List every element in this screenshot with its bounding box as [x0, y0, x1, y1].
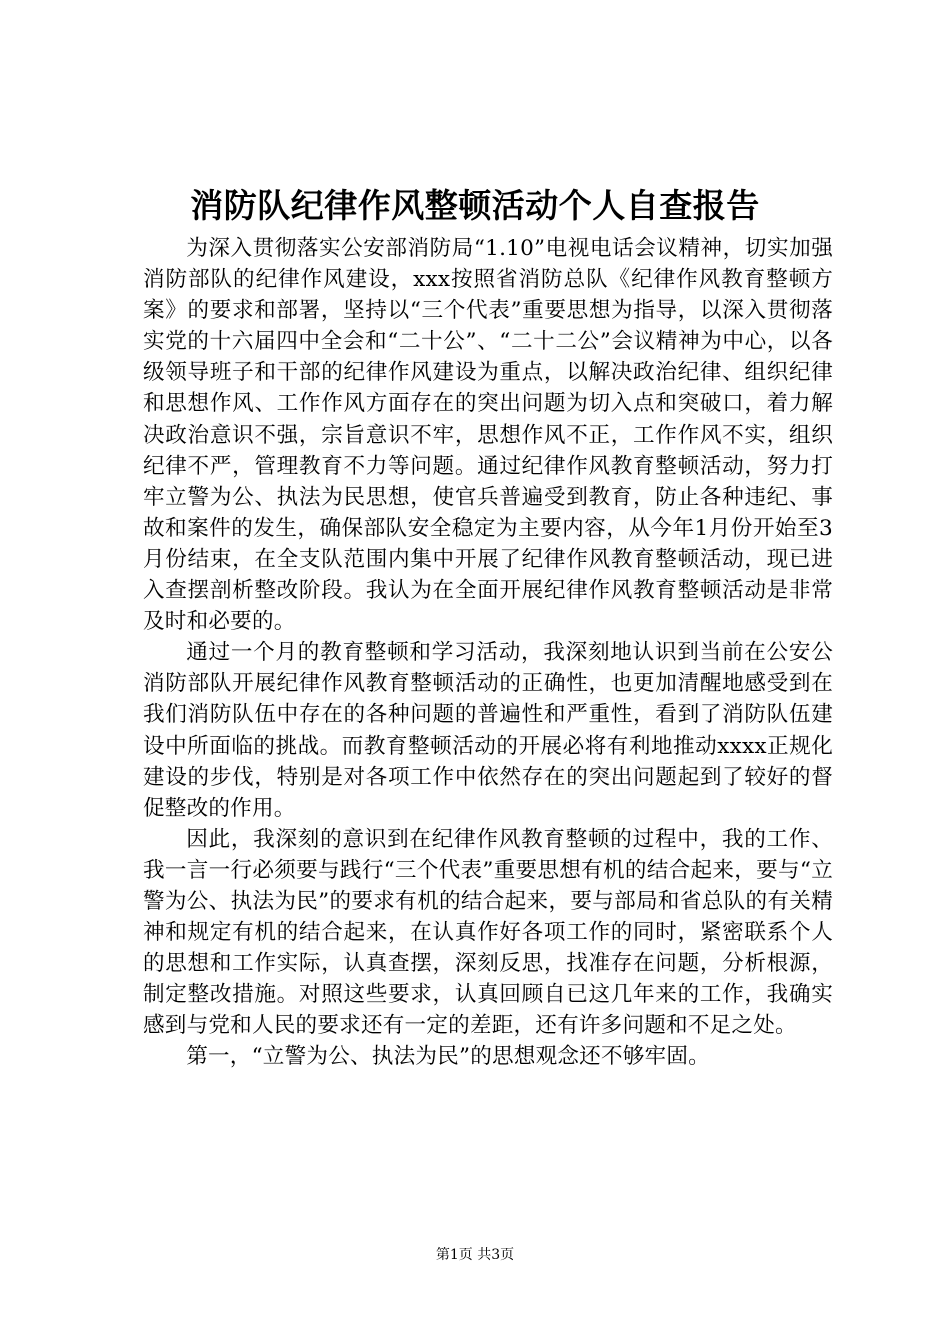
- page-number-footer: 第1页 共3页: [435, 1247, 515, 1263]
- paragraph-2: 通过一个月的教育整顿和学习活动，我深刻地认识到当前在公安公消防部队开展纪律作风教育整顿活动的正确性，也更加清醒地感受到在我们消防队伍中存在的各种问题的普遍性和严重性，看到了消防队伍建设中所面临的挑战。而教育整顿活动的开展必将有利地推动xxxx正规化建设的步伐，特别是对各项工作中依然存在的突出问题起到了较好的督促整改的作用。: [143, 640, 833, 821]
- paragraph-1: 为深入贯彻落实公安部消防局“1.10”电视电话会议精神，切实加强消防部队的纪律作风建设，xxx按照省消防总队《纪律作风教育整顿方案》的要求和部署，坚持以“三个代表”重要思想为指导，以深入贯彻落实党的十六届四中全会和“二十公”、“二十二公”会议精神为中心，以各级领导班子和干部的纪律作风建设为重点，以解决政治纪律、组织纪律和思想作风、工作作风方面存在的突出问题为切入点和突破口，着力解决政治意识不强，宗旨意识不牢，思想作风不正，工作作风不实，组织纪律不严，管理教育不力等问题。通过纪律作风教育整顿活动，努力打牢立警为公、执法为民思想，使官兵普遍受到教育，防止各种违纪、事故和案件的发生，确保部队安全稳定为主要内容，从今年1月份开始至3月份结束，在全支队范围内集中开展了纪律作风教育整顿活动，现已进入查摆剖析整改阶段。我认为在全面开展纪律作风教育整顿活动是非常及时和必要的。: [143, 236, 833, 635]
- paragraph-3: 因此，我深刻的意识到在纪律作风教育整顿的过程中，我的工作、我一言一行必须要与践行“三个代表”重要思想有机的结合起来，要与“立警为公、执法为民”的要求有机的结合起来，要与部局和省总队的有关精神和规定有机的结合起来，在认真作好各项工作的同时，紧密联系个人的思想和工作实际，认真查摆，深刻反思，找准存在问题，分析根源，制定整改措施。对照这些要求，认真回顾自已这几年来的工作，我确实感到与党和人民的要求还有一定的差距，还有许多问题和不足之处。: [143, 826, 833, 1039]
- document-body: [143, 233, 833, 1073]
- document-title: 消防队纪律作风整顿活动个人自查报告: [190, 186, 760, 225]
- paragraph-4: 第一，“立警为公、执法为民”的思想观念还不够牢固。: [186, 1044, 710, 1070]
